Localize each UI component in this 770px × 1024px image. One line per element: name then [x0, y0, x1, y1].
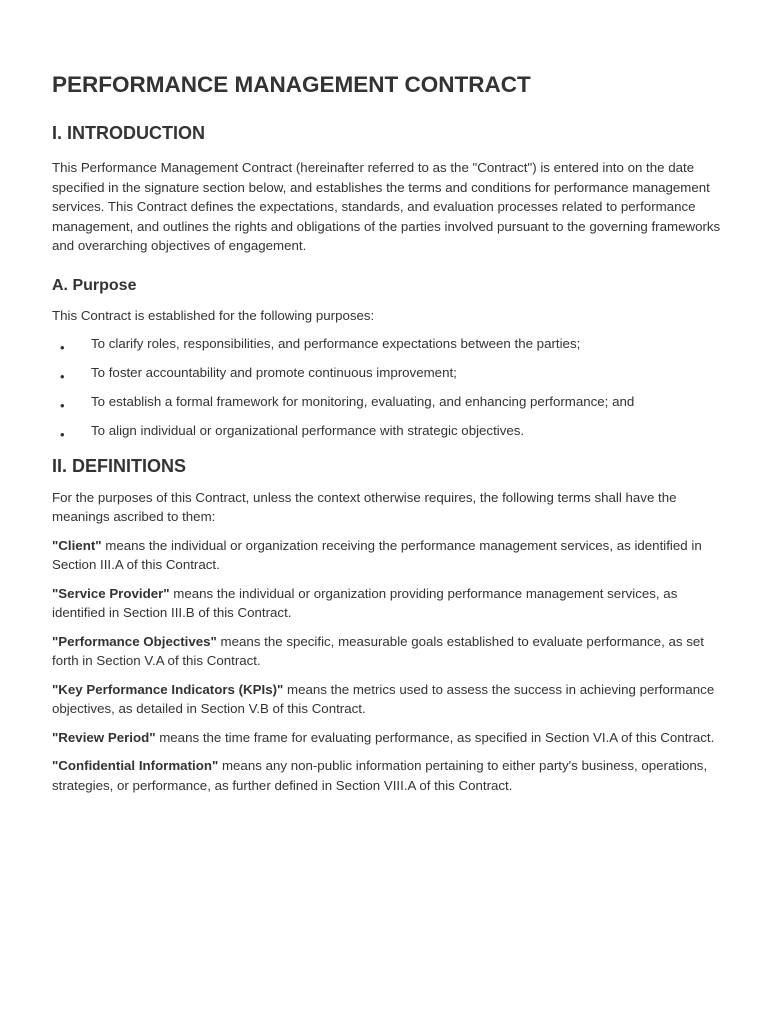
- definition-term: "Client": [52, 537, 102, 553]
- bullet-icon: •: [60, 369, 65, 384]
- definition-text: means the metrics used to assess the success in achieving performance objectives, as detailed in Section V.B of this Contract.: [52, 681, 715, 716]
- section-heading-introduction: I. INTRODUCTION: [52, 123, 205, 143]
- definition-item: [52, 584, 722, 623]
- list-item: [52, 363, 722, 383]
- definition-item: [52, 680, 722, 719]
- introduction-paragraph: This Performance Management Contract (hereinafter referred to as the "Contract") is entered into on the date specified in the signature section below, and establishes the terms and conditions for performance management services. This Contract defines the expectations, standards, and evaluation processes related to performance management, and outlines the rights and obligations of the parties involved pursuant to the governing frameworks and overarching objectives of engagement.: [52, 160, 721, 253]
- bullet-icon: •: [60, 398, 65, 413]
- definition-term: "Review Period": [52, 729, 156, 745]
- section-heading-definitions: II. DEFINITIONS: [52, 455, 187, 476]
- bullet-icon: •: [60, 340, 65, 355]
- list-item-text: To establish a formal framework for monitoring, evaluating, and enhancing performance; and: [91, 394, 635, 409]
- purpose-list: [52, 334, 722, 441]
- list-item-text: To align individual or organizational performance with strategic objectives.: [91, 423, 525, 438]
- definition-term: "Service Provider": [52, 585, 170, 601]
- definitions-lead-text: For the purposes of this Contract, unless the context otherwise requires, the following terms shall have the meanings ascribed to them:: [52, 489, 677, 524]
- list-item: [52, 421, 722, 441]
- definition-term: "Confidential Information": [52, 758, 219, 773]
- definition-item: [52, 728, 722, 748]
- subsection-heading-purpose: A. Purpose: [52, 276, 137, 294]
- definition-text: means the time frame for evaluating performance, as specified in Section VI.A of this Contract.: [155, 729, 715, 745]
- definition-item: [52, 756, 722, 795]
- definition-term: "Performance Objectives": [52, 633, 217, 649]
- definition-text: means the individual or organization providing performance management services, as identified in Section III.B of this Contract.: [52, 585, 678, 620]
- list-item-text: To foster accountability and promote continuous improvement;: [91, 365, 457, 380]
- list-item: [52, 334, 722, 354]
- definition-term: "Key Performance Indicators (KPIs)": [52, 681, 284, 697]
- list-item-text: To clarify roles, responsibilities, and performance expectations between the parties;: [91, 336, 581, 351]
- definition-text: means the individual or organization receiving the performance management services, as identified in Section III.A of this Contract.: [52, 537, 702, 572]
- definition-item: [52, 536, 722, 575]
- definition-text: means the specific, measurable goals established to evaluate performance, as set forth in Section V.A of this Contract.: [52, 633, 704, 668]
- definition-item: [52, 632, 722, 671]
- purpose-lead-text: This Contract is established for the following purposes:: [52, 307, 375, 323]
- list-item: [52, 392, 722, 412]
- definition-text: means any non-public information pertaining to either party's business, operations, strategies, or performance, as further defined in Section VIII.A of this Contract.: [52, 758, 708, 793]
- bullet-icon: •: [60, 427, 65, 442]
- document-title: PERFORMANCE MANAGEMENT CONTRACT: [52, 72, 531, 97]
- document-page: [52, 70, 722, 795]
